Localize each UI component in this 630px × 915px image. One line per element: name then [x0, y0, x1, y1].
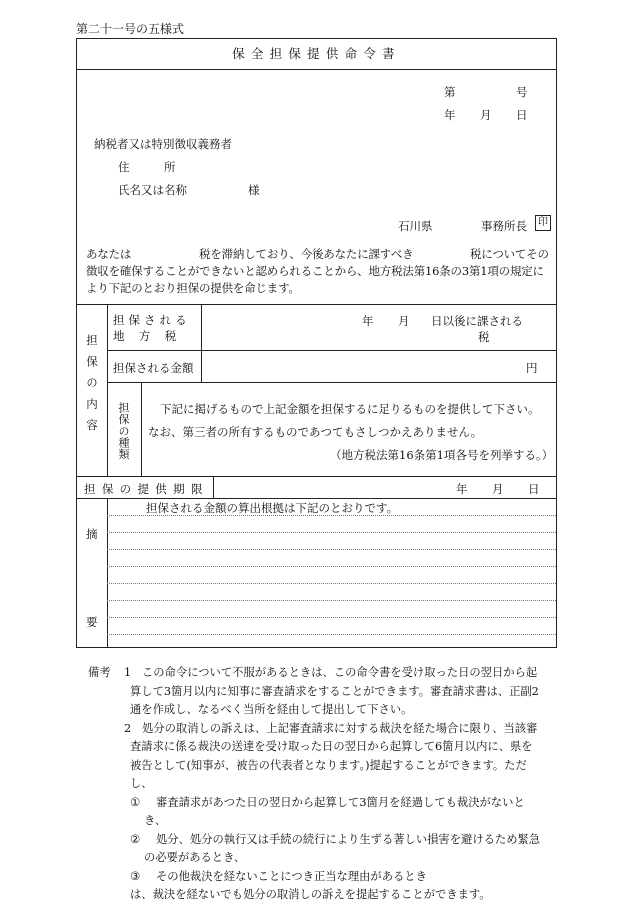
addressee-label: 納税者又は特別徴収義務者 — [94, 137, 232, 151]
deadline-divider — [213, 476, 214, 498]
deadline-rule — [76, 498, 557, 499]
condition-3-mark: ③ — [130, 869, 141, 883]
deadline-label: 担保の提供期限 — [84, 482, 209, 496]
condition-1-mark: ① — [130, 795, 141, 809]
doc-no-suffix: 号 — [516, 85, 528, 99]
doc-no-prefix: 第 — [444, 85, 456, 99]
summary-first-line: 担保される金額の算出根拠は下記のとおりです。 — [146, 501, 399, 515]
summary-line — [107, 583, 556, 584]
name-label: 氏名又は名称 — [118, 183, 187, 197]
form-number: 第二十一号の五様式 — [76, 22, 185, 36]
deadline-day: 日 — [528, 482, 540, 496]
condition-1-line: き、 — [144, 814, 167, 827]
summary-line — [107, 549, 556, 550]
row3-line2: なお、第三者の所有するものであつてもさしつかえありません。 — [148, 425, 483, 439]
kind-divider — [141, 382, 142, 476]
row1-year: 年 — [362, 314, 374, 328]
summary-line — [107, 617, 556, 618]
deadline-year: 年 — [456, 482, 468, 496]
summary-line — [107, 566, 556, 567]
condition-2-mark: ② — [130, 832, 141, 846]
body-rule — [76, 304, 557, 305]
summary-line — [107, 532, 556, 533]
label-divider — [201, 304, 202, 382]
row1-label-b: 地方税 — [113, 329, 191, 343]
note-1-number: 1 — [124, 666, 132, 679]
summary-line — [107, 634, 556, 635]
condition-1-line: 審査請求があつた日の翌日から起算して3箇月を経過しても裁決がないと — [156, 795, 525, 809]
row1-tax: 税 — [478, 330, 490, 344]
order-text: あなたは 税を滞納しており、今後あなたに課すべき 税についてその徴収を確保することができないと認められることから、地方税法第16条の3第1項の規定により下記のとおり担保の提供を命じます。 — [86, 247, 549, 295]
issuer-office: 事務所長 — [481, 219, 527, 233]
row1-label-a: 担保される — [113, 313, 191, 327]
condition-2-line: の必要があるとき、 — [144, 851, 246, 864]
condition-2-line: 処分、処分の執行又は手続の続行により生ずる著しい損害を避けるため緊急 — [156, 832, 541, 846]
row1-month: 月 — [398, 314, 410, 328]
row1-rule — [107, 350, 557, 351]
deadline-month: 月 — [492, 482, 504, 496]
section-divider — [107, 304, 108, 476]
note-2-line: 処分の取消しの訴えは、上記審査請求に対する裁決を経た場合に限り、当該審 — [142, 721, 538, 735]
row3-line3: （地方税法第16条第1項各号を列挙する。） — [330, 448, 554, 462]
summary-divider — [107, 498, 108, 648]
row3-line1: 下記に掲げるもので上記金額を担保するに足りるものを提供して下さい。 — [160, 402, 540, 416]
note-1-line: 算して3箇月以内に知事に審査請求をすることができます。審査請求書は、正副2 — [130, 684, 539, 698]
notes-heading: 備考 — [88, 666, 111, 679]
note-2-number: 2 — [124, 721, 132, 735]
note-1-line: この命令について不服があるときは、この命令書を受け取った日の翌日から起 — [142, 666, 538, 679]
note-2-line: 被告として(知事が、被告の代表者となります。)提起することができます。ただ — [130, 758, 527, 772]
title-rule — [76, 69, 557, 70]
note-2-line: し、 — [130, 777, 153, 790]
official-seal: 印 — [535, 215, 551, 231]
summary-line — [107, 600, 556, 601]
notes-tail: は、裁決を経ないでも処分の取消しの訴えを提起することができます。 — [130, 888, 491, 901]
date-day: 日 — [516, 108, 528, 122]
summary-label-top: 摘 — [86, 527, 98, 541]
summary-line — [107, 515, 556, 516]
date-month: 月 — [480, 108, 492, 122]
section-label: 担保の内容 — [85, 334, 99, 441]
issuer-pref: 石川県 — [398, 219, 433, 233]
row1-after: 日以後に課される — [431, 314, 523, 328]
document-title: 保全担保提供命令書 — [232, 46, 401, 61]
row2-label: 担保される金額 — [113, 361, 194, 375]
address-label: 住 所 — [118, 160, 176, 174]
section-rule — [76, 476, 557, 477]
summary-label-bottom: 要 — [86, 615, 98, 629]
honorific: 様 — [248, 183, 260, 197]
row2-rule — [107, 382, 557, 383]
note-1-line: 通を作成し、なるべく当所を経由して提出して下さい。 — [130, 703, 413, 716]
row3-label: 担保の種類 — [117, 402, 130, 460]
note-2-line: 査請求に係る裁決の送達を受け取った日の翌日から起算して6箇月以内に、県を — [130, 740, 533, 753]
row2-unit: 円 — [526, 361, 538, 375]
condition-3-line: その他裁決を経ないことにつき正当な理由があるとき — [156, 869, 427, 883]
date-year: 年 — [444, 108, 456, 122]
